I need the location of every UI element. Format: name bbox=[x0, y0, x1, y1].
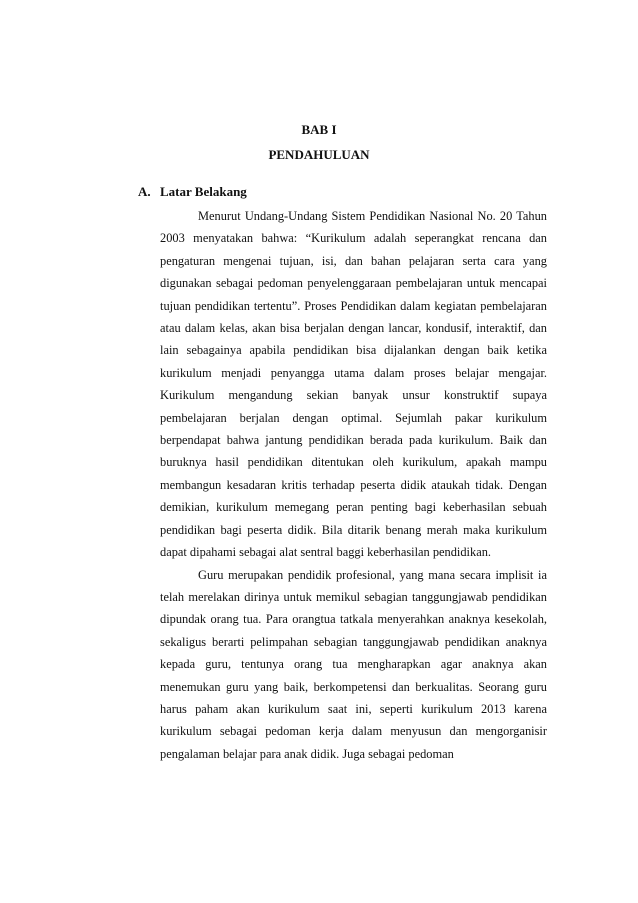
section-title: Latar Belakang bbox=[160, 184, 247, 199]
section-heading bbox=[138, 184, 247, 200]
section-number: A. bbox=[138, 184, 151, 199]
paragraph-2: Guru merupakan pendidik profesional, yang mana secara implisit ia telah merelakan dirinya untuk memikul sebagian tanggungjawab pendidikan dipundak orang tua. Para orangtua tatkala menyerahkan anaknya kesekolah, sekaligus berarti pelimpahan sebagian tanggungjawab pendidikan anaknya kepada guru, tentunya orang tua mengharapkan agar anaknya akan menemukan guru yang baik, berkompetensi dan berkualitas. Seorang guru harus paham akan kurikulum saat ini, seperti kurikulum 2013 karena kurikulum sebagai pedoman kerja dalam menyusun dan mengorganisir pengalaman belajar para anak didik. Juga sebagai pedoman bbox=[160, 567, 547, 761]
chapter-title: PENDAHULUAN bbox=[268, 147, 370, 162]
chapter-number: BAB I bbox=[301, 122, 337, 137]
body-text bbox=[160, 205, 547, 765]
paragraph-1: Menurut Undang-Undang Sistem Pendidikan Nasional No. 20 Tahun 2003 menyatakan bahwa: “Kurikulum adalah seperangkat rencana dan pengaturan mengenai tujuan, isi, dan bahan pelajaran serta cara yang digunakan sebagai pedoman penyelenggaraan pembelajaran untuk mencapai tujuan pendidikan tertentu”. Proses Pendidikan dalam kegiatan pembelajaran atau dalam kelas, akan bisa berjalan dengan lancar, kondusif, interaktif, dan lain sebagainya apabila pendidikan bisa dijalankan dengan baik ketika kurikulum menjadi penyangga utama dalam proses belajar mengajar. Kurikulum mengandung sekian banyak unsur konstruktif supaya pembelajaran berjalan dengan optimal. Sejumlah pakar kurikulum berpendapat bahwa jantung pendidikan berada pada kurikulum. Baik dan buruknya hasil pendidikan ditentukan oleh kurikulum, apakah mampu membangun kesadaran kritis terhadap peserta didik ataukah tidak. Dengan demikian, kurikulum memegang peran penting bagi keberhasilan sebuah pendidikan bagi peserta didik. Bila ditarik benang merah maka kurikulum dapat dipahami sebagai alat sentral baggi keberhasilan pendidikan. bbox=[160, 209, 547, 560]
